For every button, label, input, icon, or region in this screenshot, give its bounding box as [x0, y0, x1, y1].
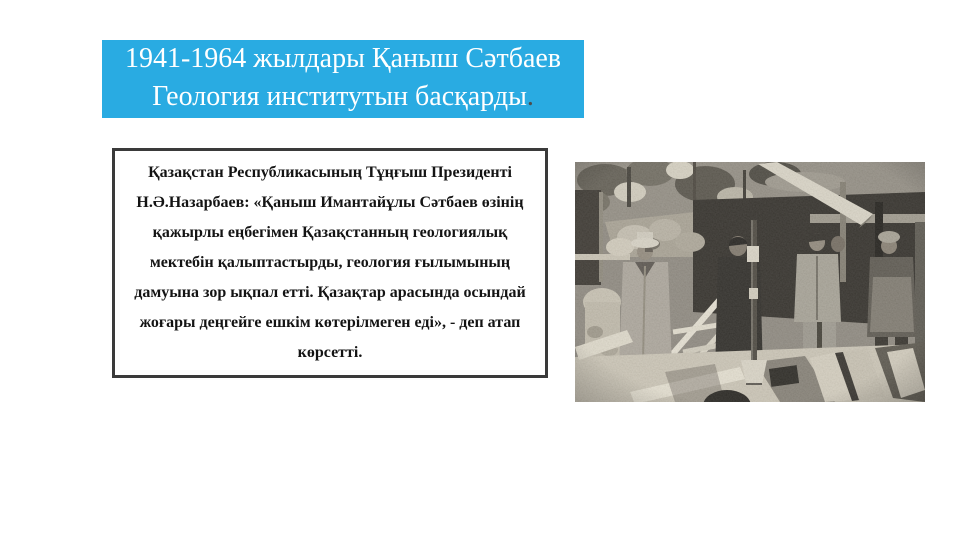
slide-title-banner — [102, 40, 584, 118]
title-line-2-text: Геология институтын басқарды — [152, 81, 527, 112]
quote-box — [112, 148, 548, 378]
historical-photo-svg — [575, 162, 925, 402]
title-trailing-period: . — [526, 81, 534, 112]
historical-photo — [575, 162, 925, 402]
photo-vignette-overlay — [575, 162, 925, 402]
quote-text: Қазақстан Республикасының Тұңғыш Президенті Н.Ә.Назарбаев: «Қаныш Имантайұлы Сәтбаев өзінің қажырлы еңбегімен Қазақстанның геологиялық мектебін қалыптастырды, геология ғылымының дамуына зор ықпал етті. Қазақтар арасында осындай жоғары деңгейге ешкім көтерілмеген еді», - деп атап көрсетті. — [134, 164, 526, 361]
title-line-2 — [102, 78, 584, 116]
title-line-1: 1941-1964 жылдары Қаныш Сәтбаев — [124, 43, 562, 74]
